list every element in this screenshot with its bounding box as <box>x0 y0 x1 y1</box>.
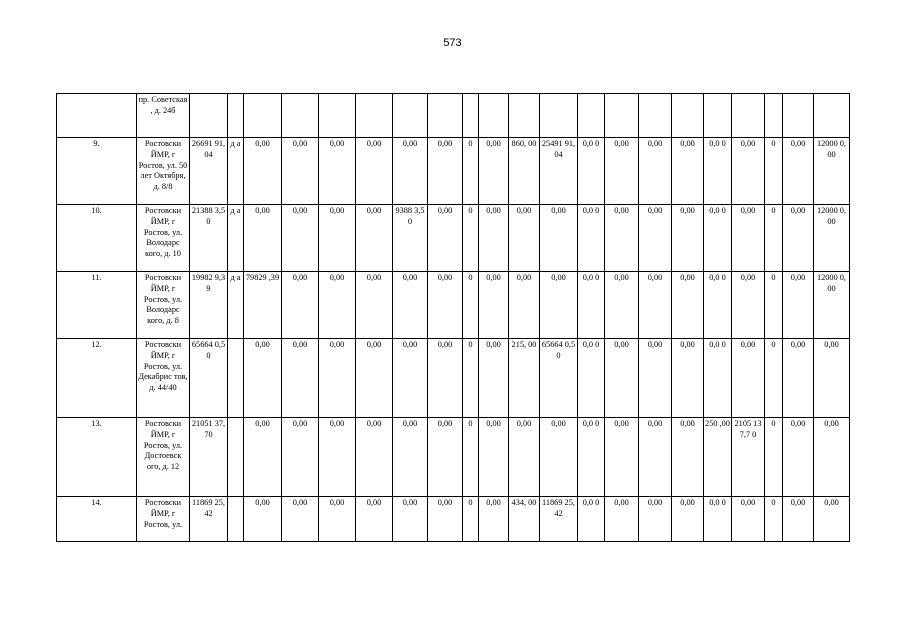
value-cell: 434, 00 <box>509 497 540 542</box>
value-cell: 0,00 <box>540 418 578 497</box>
value-cell: 25491 91,04 <box>540 138 578 205</box>
value-cell: 0,00 <box>282 205 319 272</box>
value-cell <box>190 94 228 138</box>
value-cell: 0,00 <box>732 497 765 542</box>
value-cell: 0,00 <box>282 272 319 339</box>
value-cell: 0,00 <box>639 339 672 418</box>
value-cell: 0,00 <box>639 497 672 542</box>
value-cell <box>605 94 639 138</box>
value-cell: 0,00 <box>639 138 672 205</box>
address-cell: Ростовски ЙМР, г Ростов, ул. Володарс кого, д. 10 <box>137 205 190 272</box>
value-cell: 0,00 <box>282 138 319 205</box>
value-cell <box>228 418 244 497</box>
value-cell: 0,00 <box>244 497 282 542</box>
value-cell: 12000 0,00 <box>814 138 850 205</box>
value-cell: 0,00 <box>605 339 639 418</box>
value-cell <box>228 497 244 542</box>
value-cell: 0,00 <box>639 205 672 272</box>
value-cell: 0,00 <box>428 272 463 339</box>
row-number-cell: 10. <box>57 205 137 272</box>
value-cell: 0,00 <box>356 205 393 272</box>
value-cell: 0 <box>765 418 783 497</box>
value-cell <box>244 94 282 138</box>
value-cell: 0,00 <box>639 272 672 339</box>
value-cell <box>509 94 540 138</box>
row-number-cell: 14. <box>57 497 137 542</box>
value-cell <box>732 94 765 138</box>
value-cell: 0 <box>463 339 479 418</box>
page-number: 573 <box>443 37 462 49</box>
value-cell: 0,00 <box>319 418 356 497</box>
value-cell: 0,00 <box>356 497 393 542</box>
address-cell: Ростовски ЙМР, г Ростов, ул. Володарс кого, д. 8 <box>137 272 190 339</box>
value-cell: 0,00 <box>783 138 814 205</box>
value-cell: 0,0 0 <box>578 272 605 339</box>
value-cell: 0,00 <box>356 418 393 497</box>
value-cell: 0,0 0 <box>578 497 605 542</box>
value-cell: 0,00 <box>428 418 463 497</box>
value-cell: 0,00 <box>672 339 704 418</box>
value-cell: 0,00 <box>393 138 428 205</box>
value-cell <box>282 94 319 138</box>
value-cell: 26691 91,04 <box>190 138 228 205</box>
value-cell: 0,00 <box>479 339 509 418</box>
value-cell <box>319 94 356 138</box>
value-cell: 0,00 <box>509 418 540 497</box>
registry-table <box>56 93 850 542</box>
value-cell: 79829 ,39 <box>244 272 282 339</box>
address-cell: Ростовски ЙМР, г Ростов, ул. Декабрис тов, д. 44/40 <box>137 339 190 418</box>
row-number-cell: 12. <box>57 339 137 418</box>
value-cell: 0,00 <box>783 497 814 542</box>
value-cell: 0,00 <box>282 497 319 542</box>
value-cell: 0,0 0 <box>704 205 732 272</box>
value-cell: 0,00 <box>428 138 463 205</box>
row-number-cell <box>57 94 137 138</box>
value-cell: 250 ,00 <box>704 418 732 497</box>
table-row <box>57 497 850 542</box>
value-cell: 0,00 <box>244 418 282 497</box>
value-cell: 0,00 <box>393 339 428 418</box>
value-cell: 0,0 0 <box>578 339 605 418</box>
value-cell <box>479 94 509 138</box>
value-cell <box>639 94 672 138</box>
value-cell <box>428 94 463 138</box>
value-cell <box>814 94 850 138</box>
value-cell: 0,00 <box>605 497 639 542</box>
value-cell: 0,00 <box>393 418 428 497</box>
value-cell: 0,00 <box>393 272 428 339</box>
value-cell: 0,00 <box>783 418 814 497</box>
value-cell: 0,00 <box>814 339 850 418</box>
value-cell: 0,00 <box>509 272 540 339</box>
value-cell: 11869 25,42 <box>540 497 578 542</box>
value-cell: 0,00 <box>814 497 850 542</box>
value-cell: 65664 0,50 <box>540 339 578 418</box>
value-cell: 0,00 <box>479 138 509 205</box>
address-cell: Ростовски ЙМР, г Ростов, ул. 50 лет Октября, д. 8/8 <box>137 138 190 205</box>
value-cell: 0,0 0 <box>578 205 605 272</box>
value-cell: 0,00 <box>732 339 765 418</box>
table-row <box>57 205 850 272</box>
value-cell: 0 <box>765 272 783 339</box>
value-cell: 0 <box>463 138 479 205</box>
value-cell: 0,00 <box>428 339 463 418</box>
value-cell: 0,00 <box>672 205 704 272</box>
value-cell: 0 <box>463 205 479 272</box>
value-cell: 0,00 <box>672 272 704 339</box>
value-cell: 0,0 0 <box>704 138 732 205</box>
table-row <box>57 272 850 339</box>
value-cell: 0,00 <box>282 339 319 418</box>
value-cell: 860, 00 <box>509 138 540 205</box>
value-cell <box>765 94 783 138</box>
value-cell: 2105 137,7 0 <box>732 418 765 497</box>
value-cell: 0,00 <box>672 138 704 205</box>
value-cell <box>228 94 244 138</box>
value-cell: 0,00 <box>605 138 639 205</box>
row-number-cell: 13. <box>57 418 137 497</box>
value-cell: 0,00 <box>319 272 356 339</box>
address-cell: Ростовски ЙМР, г Ростов, ул. Достоевск ого, д. 12 <box>137 418 190 497</box>
value-cell: 0,00 <box>783 339 814 418</box>
table-row <box>57 418 850 497</box>
table-row <box>57 138 850 205</box>
value-cell: 0,00 <box>428 205 463 272</box>
value-cell: 0,00 <box>319 205 356 272</box>
value-cell: 0,00 <box>356 339 393 418</box>
value-cell: 0,00 <box>319 339 356 418</box>
value-cell: 0,0 0 <box>704 339 732 418</box>
value-cell: 0,00 <box>244 138 282 205</box>
value-cell: 21388 3,50 <box>190 205 228 272</box>
value-cell: 0,0 0 <box>704 272 732 339</box>
value-cell: 21051 37,70 <box>190 418 228 497</box>
value-cell: 0,00 <box>479 418 509 497</box>
value-cell: 0 <box>463 497 479 542</box>
value-cell: 0,00 <box>540 205 578 272</box>
value-cell: 0 <box>463 272 479 339</box>
value-cell: 0,00 <box>244 339 282 418</box>
value-cell: 0,00 <box>319 497 356 542</box>
value-cell: 19982 9,39 <box>190 272 228 339</box>
row-number-cell: 9. <box>57 138 137 205</box>
value-cell: 0,00 <box>732 272 765 339</box>
value-cell: 0,00 <box>672 497 704 542</box>
value-cell: 0,00 <box>479 205 509 272</box>
value-cell: 0,00 <box>783 205 814 272</box>
value-cell: 65664 0,50 <box>190 339 228 418</box>
value-cell: 0,00 <box>428 497 463 542</box>
value-cell <box>228 339 244 418</box>
value-cell: 0,00 <box>509 205 540 272</box>
value-cell: 0,0 0 <box>704 497 732 542</box>
value-cell <box>783 94 814 138</box>
value-cell: 0 <box>463 418 479 497</box>
value-cell: 0,00 <box>319 138 356 205</box>
table-row <box>57 339 850 418</box>
value-cell <box>540 94 578 138</box>
value-cell <box>578 94 605 138</box>
address-cell: Ростовски ЙМР, г Ростов, ул. <box>137 497 190 542</box>
value-cell: 0 <box>765 205 783 272</box>
value-cell: 0,00 <box>282 418 319 497</box>
value-cell: 0,00 <box>393 497 428 542</box>
value-cell <box>463 94 479 138</box>
value-cell: 0,00 <box>605 418 639 497</box>
value-cell <box>672 94 704 138</box>
value-cell <box>704 94 732 138</box>
value-cell: 11869 25,42 <box>190 497 228 542</box>
value-cell: д а <box>228 272 244 339</box>
value-cell: д а <box>228 205 244 272</box>
value-cell: 0,00 <box>244 205 282 272</box>
value-cell: 0,00 <box>672 418 704 497</box>
value-cell: 9388 3,50 <box>393 205 428 272</box>
value-cell: 0,00 <box>783 272 814 339</box>
value-cell: 0 <box>765 138 783 205</box>
table-row <box>57 94 850 138</box>
address-cell: пр. Советская , д. 24б <box>137 94 190 138</box>
value-cell: 0,00 <box>605 272 639 339</box>
value-cell: 0,00 <box>639 418 672 497</box>
value-cell: 0,00 <box>605 205 639 272</box>
value-cell: 0 <box>765 497 783 542</box>
value-cell: 0,0 0 <box>578 138 605 205</box>
value-cell: 0,00 <box>732 138 765 205</box>
value-cell: 0,00 <box>814 418 850 497</box>
row-number-cell: 11. <box>57 272 137 339</box>
value-cell: 0,00 <box>479 272 509 339</box>
value-cell: 12000 0,00 <box>814 205 850 272</box>
value-cell: 0,00 <box>356 138 393 205</box>
value-cell: 0,00 <box>356 272 393 339</box>
value-cell: 0,00 <box>732 205 765 272</box>
value-cell: 0 <box>765 339 783 418</box>
value-cell <box>356 94 393 138</box>
value-cell: 0,0 0 <box>578 418 605 497</box>
value-cell: д а <box>228 138 244 205</box>
value-cell: 0,00 <box>479 497 509 542</box>
value-cell: 12000 0,00 <box>814 272 850 339</box>
value-cell: 215, 00 <box>509 339 540 418</box>
value-cell <box>393 94 428 138</box>
value-cell: 0,00 <box>540 272 578 339</box>
